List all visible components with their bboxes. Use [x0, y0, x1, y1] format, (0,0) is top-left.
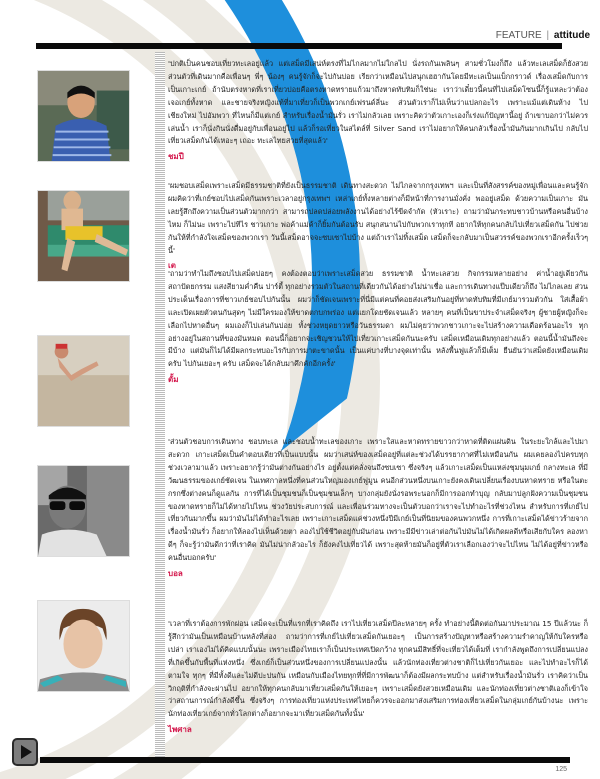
photo-man-blue-shirt-icon	[38, 71, 129, 161]
quote-entry-5	[168, 618, 588, 736]
quote-text: 'ส่วนตัวชอบการเดินทาง ชอบทะเล และชอบน้ำทะเลของเกาะ เพราะใสและหาดทรายขาวกว่าหาดที่ติดแผ่นดิน ในระยะใกล้และไปมาสะดวก เกาะเสม็ดเป็นคำตอบเดียวที่เป็นแบบนั้น ผมว่าเสน่ห์ของเสม็ดอยู่ที่แต่ละช่วงได้บรรยากาศที่ไม่เหมือนกัน ผมเคยลองไปครบทุกช่วงเวลามาแล้ว เพราะอยากรู้ว่ามันต่างกันอย่างไร อยู่ตั้งแต่คลั่งจนถึงซบเซา ซึ่งจริงๆ แล้วเกาะเสม็ดเป็นแหล่งชุมนุมเกย์ กลางทะเล ที่มีวัฒนธรรมของเกย์ชัดเจน ในเทศกาลหนึ่งที่คนส่วนใหญ่มองเกย์ฟูมูน คนอีกส่วนหนึ่งบนเกาะยังคงเดินเปลี่ยนเรื่องบนหาดทราย หรือในตะกรกซึ่งต่างคนก็ดูแลกัน การที่ได้เป็นชุมชนก็เป็นชุมชนเล็กๆ บางกลุ่มยังนั่งรอพระนอกก็มีการออกทำบุญ กลับมาปลูกฝังความเป็นชุมชนของหาดทรายก็ไม่ได้หายไปไหน ช่วงวัยประสบการณ์ และเพื่อนร่วมทางจะเป็นตัวบอกว่าเราจะไปทำอะไรที่ช่วงไหน สำหรับการที่เกย์ไปเที่ยวกันมากขึ้น ผมว่ามันไม่ได้ทำอะไรเลย เพราะเกาะเสม็ดแค่ช่วงหนึ่งปีมีเกย์เป็นที่นิยมของคนพวกหนึ่ง การที่เกาะเสม็ดได้ข่าวร้ายจากเรื่องน้ำมันรั่ว ก็อยากให้ลองไปเห็นด้วยตา ลองไปใช้ชีวิตอยู่กับมันก่อน เพราะมีมีข่าวเล่าต่อกันไปมันไม่ได้เกิดผลดีหรือเสียกับใคร ลองหาดีๆ ก็จะรู้ว่ามันดีกว่าที่เราคิด มันไม่น่ากลัวอะไร ก็ยังคงไปเที่ยวได้ เพราะสุดท้ายมันก็อยู่ที่ตัวเราเลือกเองว่าจะไปไหน ไม่ได้อยู่ที่ข่าวหรือคนอื่นบอกครับ'	[168, 437, 588, 563]
quote-entry-4	[168, 436, 588, 580]
photo-2	[37, 190, 130, 282]
section-name: FEATURE	[495, 30, 542, 41]
photo-3	[37, 335, 130, 427]
quote-entry-2	[168, 180, 588, 272]
footer-rule	[40, 757, 570, 763]
photo-man-sea-icon	[38, 336, 129, 426]
quote-author: บอล	[168, 569, 183, 579]
play-icon	[21, 745, 32, 759]
photo-1	[37, 70, 130, 162]
photo-4	[37, 465, 130, 557]
photo-man-sunglasses-icon	[38, 466, 129, 556]
quote-entry-1	[168, 58, 588, 163]
quote-entry-3	[168, 268, 588, 386]
quote-author: ตั้ม	[168, 375, 179, 385]
section-topic: attitude	[553, 30, 590, 41]
photo-man-boat-icon	[38, 191, 129, 281]
quote-author: ชมปี	[168, 152, 184, 162]
photo-man-portrait-icon	[38, 601, 129, 691]
header-rule	[36, 43, 562, 49]
play-button[interactable]	[12, 738, 38, 766]
quote-text: 'ถามว่าทำไมถึงชอบไปเสม็ดบ่อยๆ คงต้องตอบว่าเพราะเสม็ดสวย ธรรมชาติ น้ำทะเลสวย กิจกรรมหลายอย่าง ค่าน้ำอยู่เดียวกัน สถาปัตยกรรม แสงสียามค่ำคืน ปาร์ตี้ ทุกอย่างรวมตัวในสถานที่เดียวกันได้อย่างไม่น่าเชื่อ และการเดินทางแป๊บเดียวก็ถึง ไม่ไกลเลย ส่วนประเด็นเรื่องการที่ชาวเกย์ชอบไปกันนั้น ผมว่าก็ชัดเจนเพราะที่นี่มีแต่คนที่คอยส่งเสริมกันอยู่ที่หาดทับทิมที่มีเกย์มารวมตัวกัน ใส่เสื้อผ้าและเปิดเผยตัวตนกันสุดๆ ไม่มีใครมองให้ขาดตกบกพร่อง แต่แยกโดยชัดเจนแล้ว หลายๆ คนที่เป็นขาประจำเสม็ดจริงๆ ผู้ชายผู้หญิงก็จะเลือกไปหาดอื่นๆ ผมเองก็ไปเล่นกันบ่อย ทั้งช่วงหยุดยาวหรือวันธรรมดา ผมไม่คุยว่าพวกชาวเกาะจะไปสร้างความเดือดร้อนอะไร ทุกอย่างอยู่ในสถานที่ของมันหมด ตอนนี้ก็อยากจะเชิญชวนให้ไปเที่ยวเกาะเสม็ดกันนะครับ เสม็ดเหมือนเดิมทุกอย่างแล้ว ตอนนี้น้ำมันถึงจะมีบ้าง แต่มันก็ไม่ได้มีผลกระทบอะไรกับการมาตะขาดนั้น เป็นแค่บางที่บางจุดเท่านั้น หลังพื้นฟูแล้วก็มีเต็ม ยืนยันว่าเสม็ดยังเหมือนเดิมครับ ไปกันเยอะๆ ครับ เสม็ดจะได้กลับมาคึกคักอีกครั้ง'	[168, 269, 588, 369]
quote-author: ไพศาล	[168, 725, 192, 735]
page-header	[36, 0, 600, 48]
quote-author: เต	[168, 261, 176, 271]
quote-text: 'ปกติเป็นคนชอบเที่ยวทะเลอยู่แล้ว แต่เสม็ดมีเสน่ห์ตรงที่ไม่ไกลมากไม่ใกลไป นั่งรถกันเพลินๆ สามชั่วโมงก็ถึง แล้วทะเลเสม็ดก็ยังสวย ส่วนตัวที่เดินมากคือเพื่อนๆ พี่ๆ น้องๆ คนรู้จักก็จะไปกันบ่อย เรียกว่าเหมือนไปสนุกเฮฮากันโดยมีทะเลเป็นแบ็กกราวด์ เรื่องเสม็ดกับการเป็นเกาะเกย์ ถ้านับตรงหาดที่เราเที่ยวบ่อยคือตรงหาดทรายแก้วมาถึงหาดทับทิมก็ใช่นะ เราว่าเดี๋ยวนี้คนที่ไปเสม็ดโซนนี้ก็รู้แหละว่าต้องเจอเกย์ทั้งหาด และชายจริงหญิงแท้ที่มาเที่ยวก็เป็นพวกเกย์เฟรนด์ลี่นะ ส่วนตัวเราก็ไม่เห็นว่าแปลกอะไร เพราะแม้แต่เดินห้าง ไปเชียงใหม่ ไปอัมพวา ที่ไหนก็มีแต่เกย์ สำหรับเรื่องน้ำมันรั่ว เราไม่กลัวเลย เพราะคิดว่าตัวเกาะเองก็เร่งแก้ปัญหานี้อยู่ ถ้าเขาบอกว่าไม่ควรเล่นน้ำ เราก็นั่งกินนั่งดื่มอยู่กับเพื่อนอยู่ไป แล้วก็รอเที่ยวในสไตล์ที่ Silver Sand เราไม่อยากให้คนกลัวเรื่องน้ำมันกันมากเกินไป กลับไปเที่ยวเสม็ดกันได้เหอะๆ เถอะ ทะเลไทยสวยที่สุดแล้ว'	[168, 59, 588, 146]
photo-5	[37, 600, 130, 692]
section-label	[496, 30, 590, 41]
quote-text: 'ผมชอบเสม็ดเพราะเสม็ดมีธรรมชาติที่ยังเป็นธรรมชาติ เดินทางสะดวก ไม่ไกลจากกรุงเทพฯ และเป็นที่สังสรรค์ของหมู่เพื่อนและคนรู้จัก ผมคิดว่าที่เกย์ชอบไปเสม็ดกันเพราะเวลาอยู่กรุงเทพฯ เหล่าเกย์ทั้งหลายต่างก็มีหน้าที่การงานมั่งคั่ง พออยู่เสม็ด ด้วยความเป็นเกาะ มันเลยรู้สึกถึงความเป็นส่วนตัวมากกว่า สามารถปลดปล่อยพลังงานได้อย่างไร้ขีดจำกัด (หัวเราะ) ถามว่ามันกระทบชาวบ้านหรือคนอื่นบ้างไหม ก็ไม่นะ เพราะไปทีไร ชาวเกาะ พ่อค้าแม่ค้าก็ยิ้มกันต้อนรับ สนุกสนานไปกับพวกเราทุกที อยากให้ทุกคนกลับไปเที่ยวเสม็ดกัน ไปช่วยกันให้ที่กำลังใจเสม็ดของพวกเรา วันนี้เสม็ดอาจจะซบเซาไปบ้าง แต่ถ้าเราไม่ทิ้งเสม็ด เสม็ดก็จะกลับมาเป็นสวรรค์ของพวกเราอีกครั้งเร็วๆ นี้'	[168, 181, 588, 255]
page-number: 125	[555, 766, 567, 773]
decorative-stripe-column	[155, 52, 165, 757]
quote-text: 'เวลาที่เราต้องการพักผ่อน เสม็ดจะเป็นที่แรกที่เราคิดถึง เราไปเที่ยวเสม็ดปีละหลายๆ ครั้ง ทำอย่างนี้ติดต่อกันมาประมาณ 15 ปีแล้วนะ ก็รู้สึกว่ามันเป็นเหมือนบ้านหลังที่สอง ถามว่าการที่เกย์ไปเที่ยวเสม็ดกันเยอะๆ เป็นการสร้างปัญหาหรือสร้างความรำคาญให้กับใครหรือเปล่า เราเองไม่ได้คิดแบบนั้นนะ เพราะเมืองไทยเราก็เป็นประเทศเปิดกว้าง ทุกคนมีสิทธิ์ที่จะเที่ยวได้เต็มที่ เรากำลังพูดถึงการเปลี่ยนแปลงที่เกิดขึ้นกับพื้นที่แห่งหนึ่ง ซึ่งเกย์ก็เป็นส่วนหนึ่งของการเปลี่ยนแปลงนั้น แล้วนักท่องเที่ยวต่างชาติก็ไปเที่ยวกันเยอะ และไปทำอะไรก็ได้ตามใจ ทุกๆ ที่มีทั้งดีและไม่ดีปะปนกัน เหมือนกับเมืองไทยทุกที่ที่มีการพัฒนาก็ต้องมีผลกระทบบ้าง แต่สำหรับเรื่องน้ำมันรั่ว เราคิดว่าเป็นวิกฤติที่กำลังจะผ่านไป อยากให้ทุกคนกลับมาเที่ยวเสม็ดกันให้เยอะๆ เพราะเสม็ดยังสวยเหมือนเดิม และนักท่องเที่ยวต่างชาติเองก็เข้าใจว่าสถานการณ์กำลังดีขึ้น ซึ่งจริงๆ การท่องเที่ยวแห่งประเทศไทยก็ควรจะออกมาส่งเสริมการท่องเที่ยวเสม็ดในกลุ่มเกย์กันบ้างนะ เพราะนักท่องเที่ยวเกย์จากทั่วโลกต่างก็อยากจะมาเที่ยวเสม็ดกันทั้งนั้น'	[168, 619, 588, 719]
section-separator: |	[546, 30, 550, 41]
